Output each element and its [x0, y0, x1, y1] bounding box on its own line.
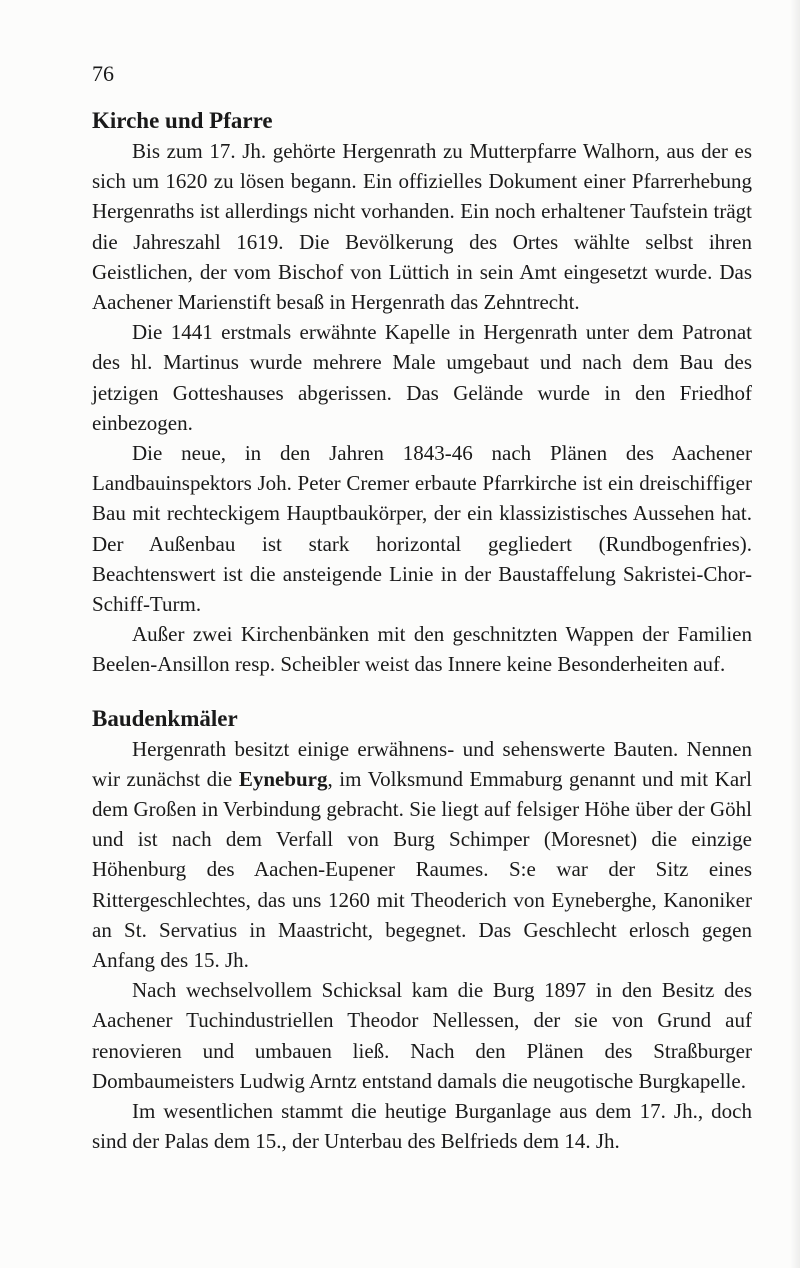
paragraph: Die 1441 erstmals erwähnte Kapelle in Hergenrath unter dem Patronat des hl. Martinus wurde mehrere Male umgebaut und nach dem Bau des jetzigen Gotteshauses abgerissen. Das Gelände wurde in den Friedhof einbezogen.: [92, 320, 752, 435]
bold-term-eyneburg: Eyneburg: [238, 766, 328, 791]
paragraph: Die neue, in den Jahren 1843-46 nach Plänen des Aachener Landbauinspektors Joh. Peter Cremer erbaute Pfarrkirche ist ein dreischiffiger Bau mit rechteckigem Hauptbaukörper, der ein klassizistisches Aussehen hat. Der Außenbau ist stark horizontal gegliedert (Rundbogenfries). Beachtenswert ist die ansteigende Linie in der Baustaffelung Sakristei-Chor-Schiff-Turm.: [92, 441, 752, 617]
page-content: [92, 58, 752, 1157]
text-run: Hergenrath besitzt einige erwähnens- und sehenswerte Bauten. Nennen wir zunächst die: [92, 736, 752, 791]
section-heading-kirche: Kirche und Pfarre: [92, 108, 273, 133]
paragraph: Nach wechselvollem Schicksal kam die Burg 1897 in den Besitz des Aachener Tuchindustriellen Theodor Nellessen, der sie von Grund auf renovieren und umbauen ließ. Nach den Plänen des Straßburger Dombaumeisters Ludwig Arntz entstand damals die neugotische Burgkapelle.: [92, 978, 752, 1093]
text-run: , im Volksmund Emmaburg genannt und mit Karl dem Großen in Verbindung gebracht. Sie liegt auf felsiger Höhe über der Göhl und ist nach dem Verfall von Burg Schimper (Moresnet) die einzige Höhenburg des Aachen-Eupener Raumes. S:e war der Sitz eines Rittergeschlechtes, das uns 1260 mit Theoderich von Eyneberghe, Kanoniker an St. Servatius in Maastricht, begegnet. Das Geschlecht erlosch gegen Anfang des 15. Jh.: [92, 766, 752, 973]
paragraph: Außer zwei Kirchenbänken mit den geschnitzten Wappen der Familien Beelen-Ansillon resp. Scheibler weist das Innere keine Besonderheiten auf.: [92, 622, 752, 677]
section-heading-baudenkmaeler: Baudenkmäler: [92, 705, 238, 731]
paragraph: [92, 734, 752, 976]
page-number: 76: [92, 61, 114, 86]
page-edge-shadow: [790, 0, 800, 1268]
paragraph: Im wesentlichen stammt die heutige Burganlage aus dem 17. Jh., doch sind der Palas dem 15., der Unterbau des Belfrieds dem 14. Jh.: [92, 1099, 752, 1154]
paragraph: Bis zum 17. Jh. gehörte Hergenrath zu Mutterpfarre Walhorn, aus der es sich um 1620 zu lösen begann. Ein offizielles Dokument einer Pfarrerhebung Hergenraths ist allerdings nicht vorhanden. Ein noch erhaltener Taufstein trägt die Jahreszahl 1619. Die Bevölkerung des Ortes wählte selbst ihren Geistlichen, der vom Bischof von Lüttich in sein Amt eingesetzt wurde. Das Aachener Marienstift besaß in Hergenrath das Zehntrecht.: [92, 139, 752, 315]
